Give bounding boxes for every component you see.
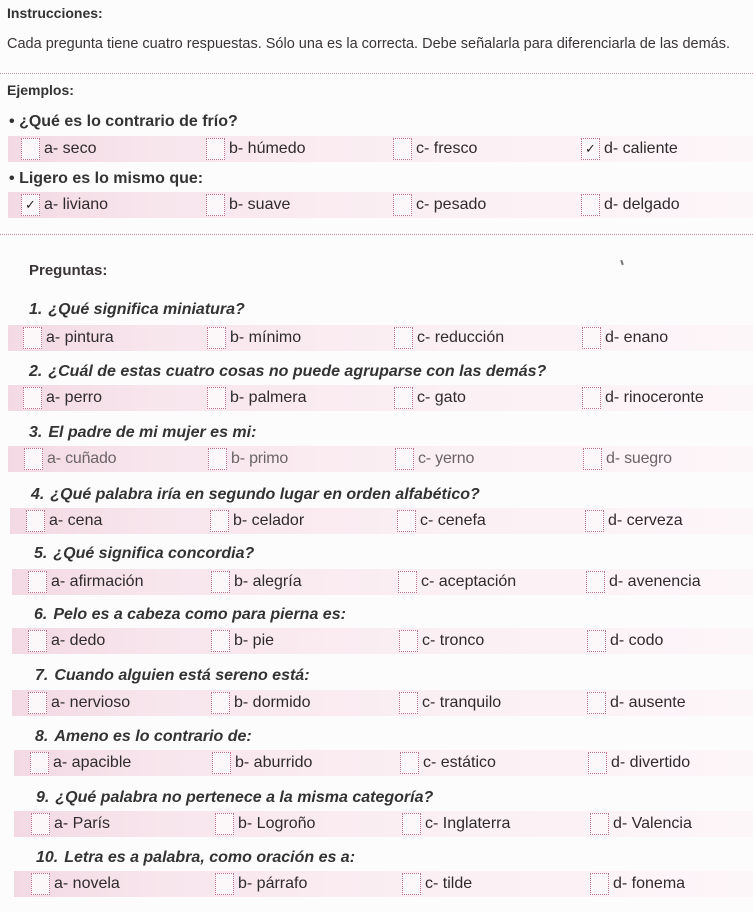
option-d[interactable] [583, 446, 672, 472]
question-text: ¿Qué significa miniatura? [48, 301, 245, 318]
checkbox[interactable] [395, 448, 414, 470]
checkbox[interactable] [206, 138, 225, 160]
instructions-heading: Instrucciones: [7, 5, 103, 21]
options-row [12, 569, 753, 595]
options-row [14, 871, 753, 897]
checkbox[interactable] [402, 873, 421, 895]
checkbox[interactable] [397, 510, 416, 532]
option-label: c- reducción [417, 329, 505, 346]
option-label: b- pie [234, 632, 275, 649]
option-a[interactable] [21, 136, 96, 162]
option-label: d- Valencia [613, 815, 692, 832]
example-options-row [8, 192, 753, 218]
checkbox[interactable] [207, 387, 226, 409]
option-label: d- fonema [613, 875, 686, 892]
option-b[interactable] [208, 446, 288, 472]
option-c[interactable] [400, 750, 496, 776]
option-label: b- primo [231, 450, 289, 467]
examples-heading: Ejemplos: [7, 82, 74, 98]
checkbox[interactable] [583, 448, 602, 470]
example-question [9, 170, 203, 188]
option-label: a- seco [44, 140, 97, 157]
option-label: b- celador [233, 512, 305, 529]
option-label: d- rinoceronte [605, 389, 704, 406]
question-title [29, 363, 546, 381]
option-label: a- dedo [51, 632, 106, 649]
checkbox[interactable] [211, 571, 230, 593]
option-d[interactable] [586, 569, 701, 595]
options-row [14, 750, 753, 776]
question-text: Pelo es a cabeza como para pierna es: [53, 606, 346, 623]
option-b[interactable] [215, 871, 307, 897]
option-b[interactable] [211, 628, 274, 654]
checkbox[interactable] [206, 194, 225, 216]
option-label: a- cuñado [47, 450, 117, 467]
option-c[interactable] [398, 569, 516, 595]
checkbox[interactable] [400, 752, 419, 774]
option-label: c- fresco [416, 140, 478, 157]
options-row [10, 508, 753, 534]
option-label: a- cena [49, 512, 103, 529]
question-title [35, 667, 310, 685]
option-a[interactable] [28, 690, 130, 716]
question-number: 1. [29, 301, 43, 318]
option-label: a- novela [54, 875, 120, 892]
question-title [31, 486, 480, 504]
option-label: c- tranquilo [422, 694, 502, 711]
option-label: a- liviano [44, 196, 109, 213]
question-number: 2. [29, 363, 43, 380]
option-label: b- Logroño [238, 815, 316, 832]
option-d[interactable] [582, 325, 668, 351]
option-d[interactable] [590, 871, 685, 897]
question-title [35, 728, 252, 746]
question-number: 6. [34, 606, 48, 623]
option-label: b- párrafo [238, 875, 308, 892]
option-b[interactable] [207, 385, 306, 411]
checkbox[interactable] [585, 510, 604, 532]
option-label: a- París [54, 815, 111, 832]
question-title [36, 849, 355, 867]
checkbox[interactable] [211, 630, 230, 652]
option-label: c- tronco [422, 632, 485, 649]
checkbox[interactable] [31, 813, 50, 835]
option-b[interactable] [207, 325, 301, 351]
checkbox[interactable] [394, 327, 413, 349]
scan-speck [620, 260, 624, 265]
option-a[interactable] [23, 385, 102, 411]
option-c[interactable] [394, 325, 504, 351]
checkbox[interactable] [24, 448, 43, 470]
option-a[interactable] [28, 628, 105, 654]
checkbox[interactable] [28, 630, 47, 652]
checkbox[interactable] [212, 752, 231, 774]
checkbox[interactable] [26, 510, 45, 532]
option-label: b- palmera [230, 389, 307, 406]
instructions-text: Cada pregunta tiene cuatro respuestas. Sólo una es la correcta. Debe señalarla para diferenciarla de las demás. [7, 36, 731, 52]
divider [0, 234, 753, 235]
option-label: d- codo [610, 632, 664, 649]
checkbox[interactable] [28, 692, 47, 714]
bullet: • [9, 113, 15, 130]
question-number: 10. [36, 849, 59, 866]
checkbox[interactable] [208, 448, 227, 470]
checkbox[interactable] [590, 813, 609, 835]
option-c[interactable] [402, 811, 510, 837]
question-number: 3. [29, 424, 43, 441]
checkbox[interactable] [402, 813, 421, 835]
checkbox[interactable] [398, 571, 417, 593]
option-c[interactable] [393, 192, 486, 218]
question-title [29, 301, 245, 319]
checkbox-checked[interactable]: ✓ [21, 194, 40, 216]
checkbox[interactable] [207, 327, 226, 349]
checkbox[interactable] [30, 752, 49, 774]
option-label: d- ausente [610, 694, 686, 711]
option-d[interactable] [585, 508, 683, 534]
option-a[interactable] [28, 569, 143, 595]
option-label: c- Inglaterra [425, 815, 511, 832]
checkbox[interactable] [581, 194, 600, 216]
question-text: ¿Cuál de estas cuatro cosas no puede agruparse con las demás? [48, 363, 547, 380]
option-label: c- tilde [425, 875, 473, 892]
option-label: a- pintura [46, 329, 114, 346]
checkbox[interactable] [582, 387, 601, 409]
option-b[interactable] [211, 690, 310, 716]
option-b[interactable] [206, 136, 306, 162]
question-title [34, 545, 254, 563]
question-text: Letra es a palabra, como oración es a: [64, 849, 356, 866]
checkbox[interactable] [590, 873, 609, 895]
example-question [9, 113, 238, 131]
question-text: El padre de mi mujer es mi: [48, 424, 257, 441]
checkbox[interactable] [23, 387, 42, 409]
option-b[interactable] [211, 569, 302, 595]
example-question-text: Ligero es lo mismo que: [19, 170, 204, 187]
option-label: a- afirmación [51, 573, 144, 590]
options-row [12, 628, 753, 654]
checkbox[interactable] [393, 138, 412, 160]
option-d[interactable] [582, 385, 704, 411]
option-d[interactable] [588, 750, 690, 776]
option-label: d- suegro [606, 450, 672, 467]
example-question-text: ¿Qué es lo contrario de frío? [19, 113, 238, 130]
option-c[interactable] [402, 871, 472, 897]
option-b[interactable] [206, 192, 290, 218]
checkbox[interactable] [399, 692, 418, 714]
checkbox[interactable] [393, 194, 412, 216]
question-text: ¿Qué palabra iría en segundo lugar en orden alfabético? [50, 486, 480, 503]
option-a[interactable] [23, 325, 114, 351]
checkbox[interactable] [586, 571, 605, 593]
option-c[interactable] [394, 385, 466, 411]
option-d[interactable] [587, 690, 686, 716]
question-text: Ameno es lo contrario de: [54, 728, 252, 745]
question-text: Cuando alguien está sereno está: [54, 667, 310, 684]
checkbox[interactable] [394, 387, 413, 409]
question-number: 5. [34, 545, 48, 562]
option-label: b- dormido [234, 694, 311, 711]
option-label: d- caliente [604, 140, 678, 157]
option-c[interactable] [399, 690, 501, 716]
options-row [8, 385, 753, 411]
checkbox-checked[interactable]: ✓ [581, 138, 600, 160]
option-a[interactable] [21, 192, 108, 218]
option-d[interactable] [590, 811, 692, 837]
divider [0, 73, 753, 74]
option-label: b- húmedo [229, 140, 306, 157]
checkbox[interactable] [587, 692, 606, 714]
questions-heading: Preguntas: [29, 262, 108, 279]
bullet: • [9, 170, 15, 187]
option-label: b- mínimo [230, 329, 302, 346]
option-c[interactable] [395, 446, 474, 472]
option-b[interactable] [210, 508, 304, 534]
question-text: ¿Qué palabra no pertenece a la misma categoría? [55, 789, 434, 806]
option-a[interactable] [31, 871, 120, 897]
option-label: c- estático [423, 754, 496, 771]
option-label: a- perro [46, 389, 103, 406]
option-label: b- aburrido [235, 754, 313, 771]
option-label: d- delgado [604, 196, 680, 213]
question-number: 4. [31, 486, 45, 503]
question-number: 9. [36, 789, 50, 806]
checkbox[interactable] [31, 873, 50, 895]
checkbox[interactable] [582, 327, 601, 349]
checkbox[interactable] [587, 630, 606, 652]
option-label: c- cenefa [420, 512, 486, 529]
option-label: d- avenencia [609, 573, 701, 590]
option-label: c- gato [417, 389, 466, 406]
question-number: 7. [35, 667, 49, 684]
option-a[interactable] [30, 750, 131, 776]
checkbox[interactable] [215, 873, 234, 895]
option-label: d- cerveza [608, 512, 683, 529]
option-label: c- yerno [418, 450, 475, 467]
options-row [8, 446, 753, 472]
question-title [29, 424, 256, 442]
options-row [12, 690, 753, 716]
checkbox[interactable] [28, 571, 47, 593]
option-d[interactable] [581, 136, 678, 162]
checkbox[interactable] [399, 630, 418, 652]
option-b[interactable] [212, 750, 312, 776]
checkbox[interactable] [21, 138, 40, 160]
question-title [36, 789, 433, 807]
question-text: ¿Qué significa concordia? [53, 545, 255, 562]
options-row [14, 811, 753, 837]
question-number: 8. [35, 728, 49, 745]
option-label: c- aceptación [421, 573, 517, 590]
example-options-row [8, 136, 753, 162]
option-d[interactable] [581, 192, 680, 218]
checkbox[interactable] [211, 692, 230, 714]
option-a[interactable] [24, 446, 116, 472]
options-row [8, 325, 753, 351]
option-c[interactable] [399, 628, 484, 654]
question-title [34, 606, 346, 624]
option-label: d- divertido [611, 754, 691, 771]
option-label: b- alegría [234, 573, 302, 590]
option-label: b- suave [229, 196, 291, 213]
checkbox[interactable] [588, 752, 607, 774]
checkbox[interactable] [215, 813, 234, 835]
option-label: d- enano [605, 329, 669, 346]
option-c[interactable] [397, 508, 486, 534]
option-a[interactable] [31, 811, 110, 837]
option-label: c- pesado [416, 196, 487, 213]
option-label: a- nervioso [51, 694, 131, 711]
option-b[interactable] [215, 811, 315, 837]
option-d[interactable] [587, 628, 663, 654]
checkbox[interactable] [23, 327, 42, 349]
option-c[interactable] [393, 136, 477, 162]
option-label: a- apacible [53, 754, 132, 771]
checkbox[interactable] [210, 510, 229, 532]
option-a[interactable] [26, 508, 102, 534]
